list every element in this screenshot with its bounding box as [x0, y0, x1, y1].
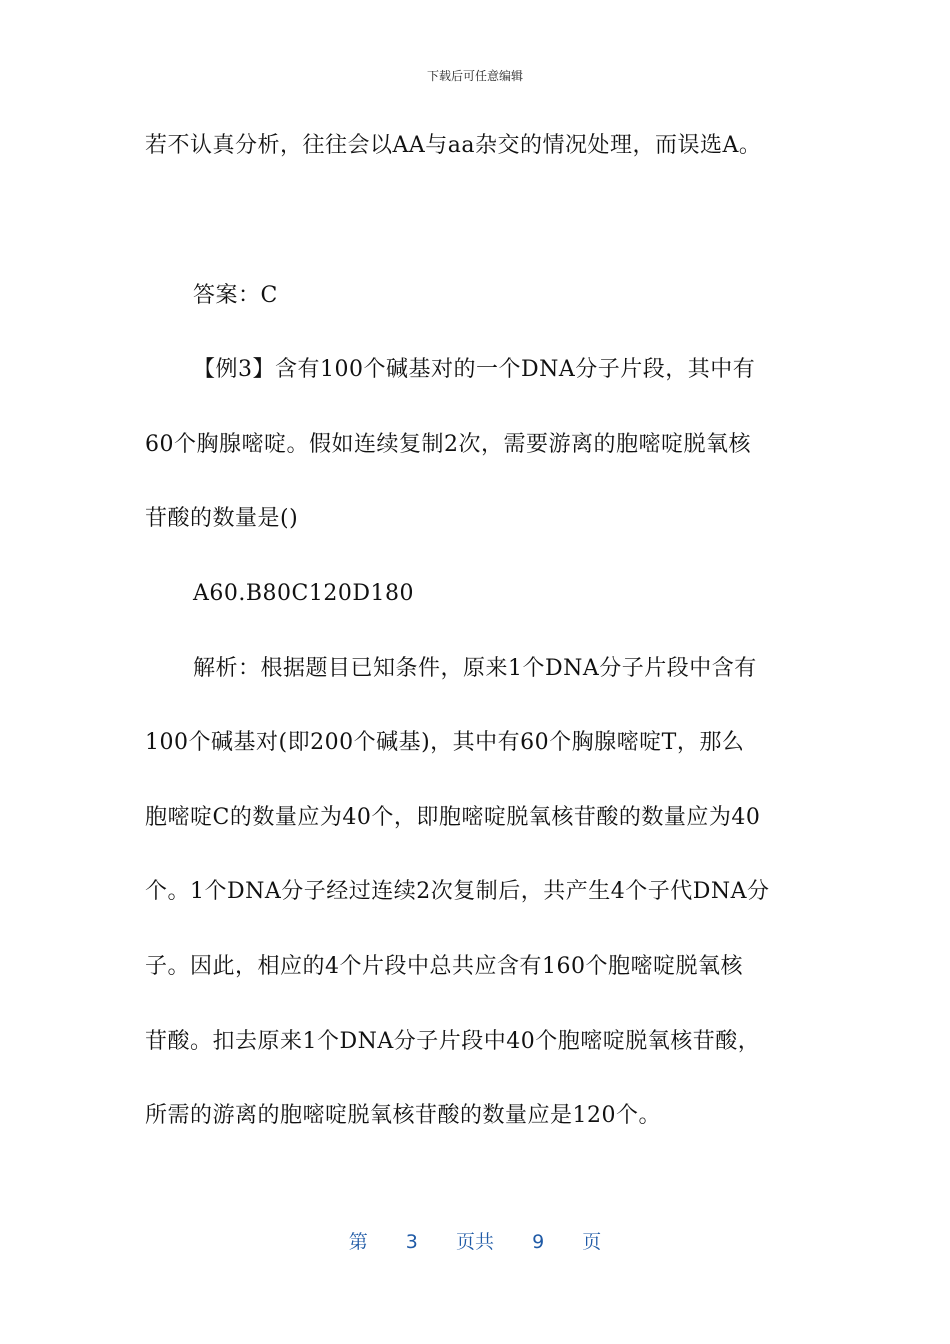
example-question-line: 60个胸腺嘧啶。假如连续复制2次，需要游离的胞嘧啶脱氧核: [145, 432, 751, 457]
current-page-number: 3: [405, 1231, 418, 1253]
paragraph-line: 若不认真分析，往往会以AA与aa杂交的情况处理，而误选A。: [145, 133, 762, 158]
analysis-line: 苷酸。扣去原来1个DNA分子片段中40个胞嘧啶脱氧核苷酸，: [145, 1029, 761, 1054]
footer-label-of: 页共: [455, 1231, 494, 1253]
download-note: 下载后可任意编辑: [426, 69, 523, 83]
footer-label-page: 第: [348, 1231, 368, 1253]
analysis-line: 胞嘧啶C的数量应为40个，即胞嘧啶脱氧核苷酸的数量应为40: [145, 805, 761, 830]
options-line: A60.B80C120D180: [193, 581, 414, 606]
example-question-line: 【例3】含有100个碱基对的一个DNA分子片段，其中有: [193, 357, 756, 382]
analysis-line: 个。1个DNA分子经过连续2次复制后，共产生4个子代DNA分: [145, 879, 770, 904]
total-pages-number: 9: [532, 1231, 545, 1253]
analysis-line: 所需的游离的胞嘧啶脱氧核苷酸的数量应是120个。: [145, 1103, 661, 1128]
page-footer: [0, 1227, 950, 1254]
example-question-line: 苷酸的数量是(): [145, 506, 299, 531]
answer-line: 答案：C: [193, 283, 278, 308]
analysis-line: 100个碱基对(即200个碱基)，其中有60个胸腺嘧啶T，那么: [145, 730, 745, 755]
footer-label-end: 页: [582, 1231, 602, 1253]
analysis-line: 子。因此，相应的4个片段中总共应含有160个胞嘧啶脱氧核: [145, 954, 743, 979]
analysis-line: 解析：根据题目已知条件，原来1个DNA分子片段中含有: [193, 656, 757, 681]
